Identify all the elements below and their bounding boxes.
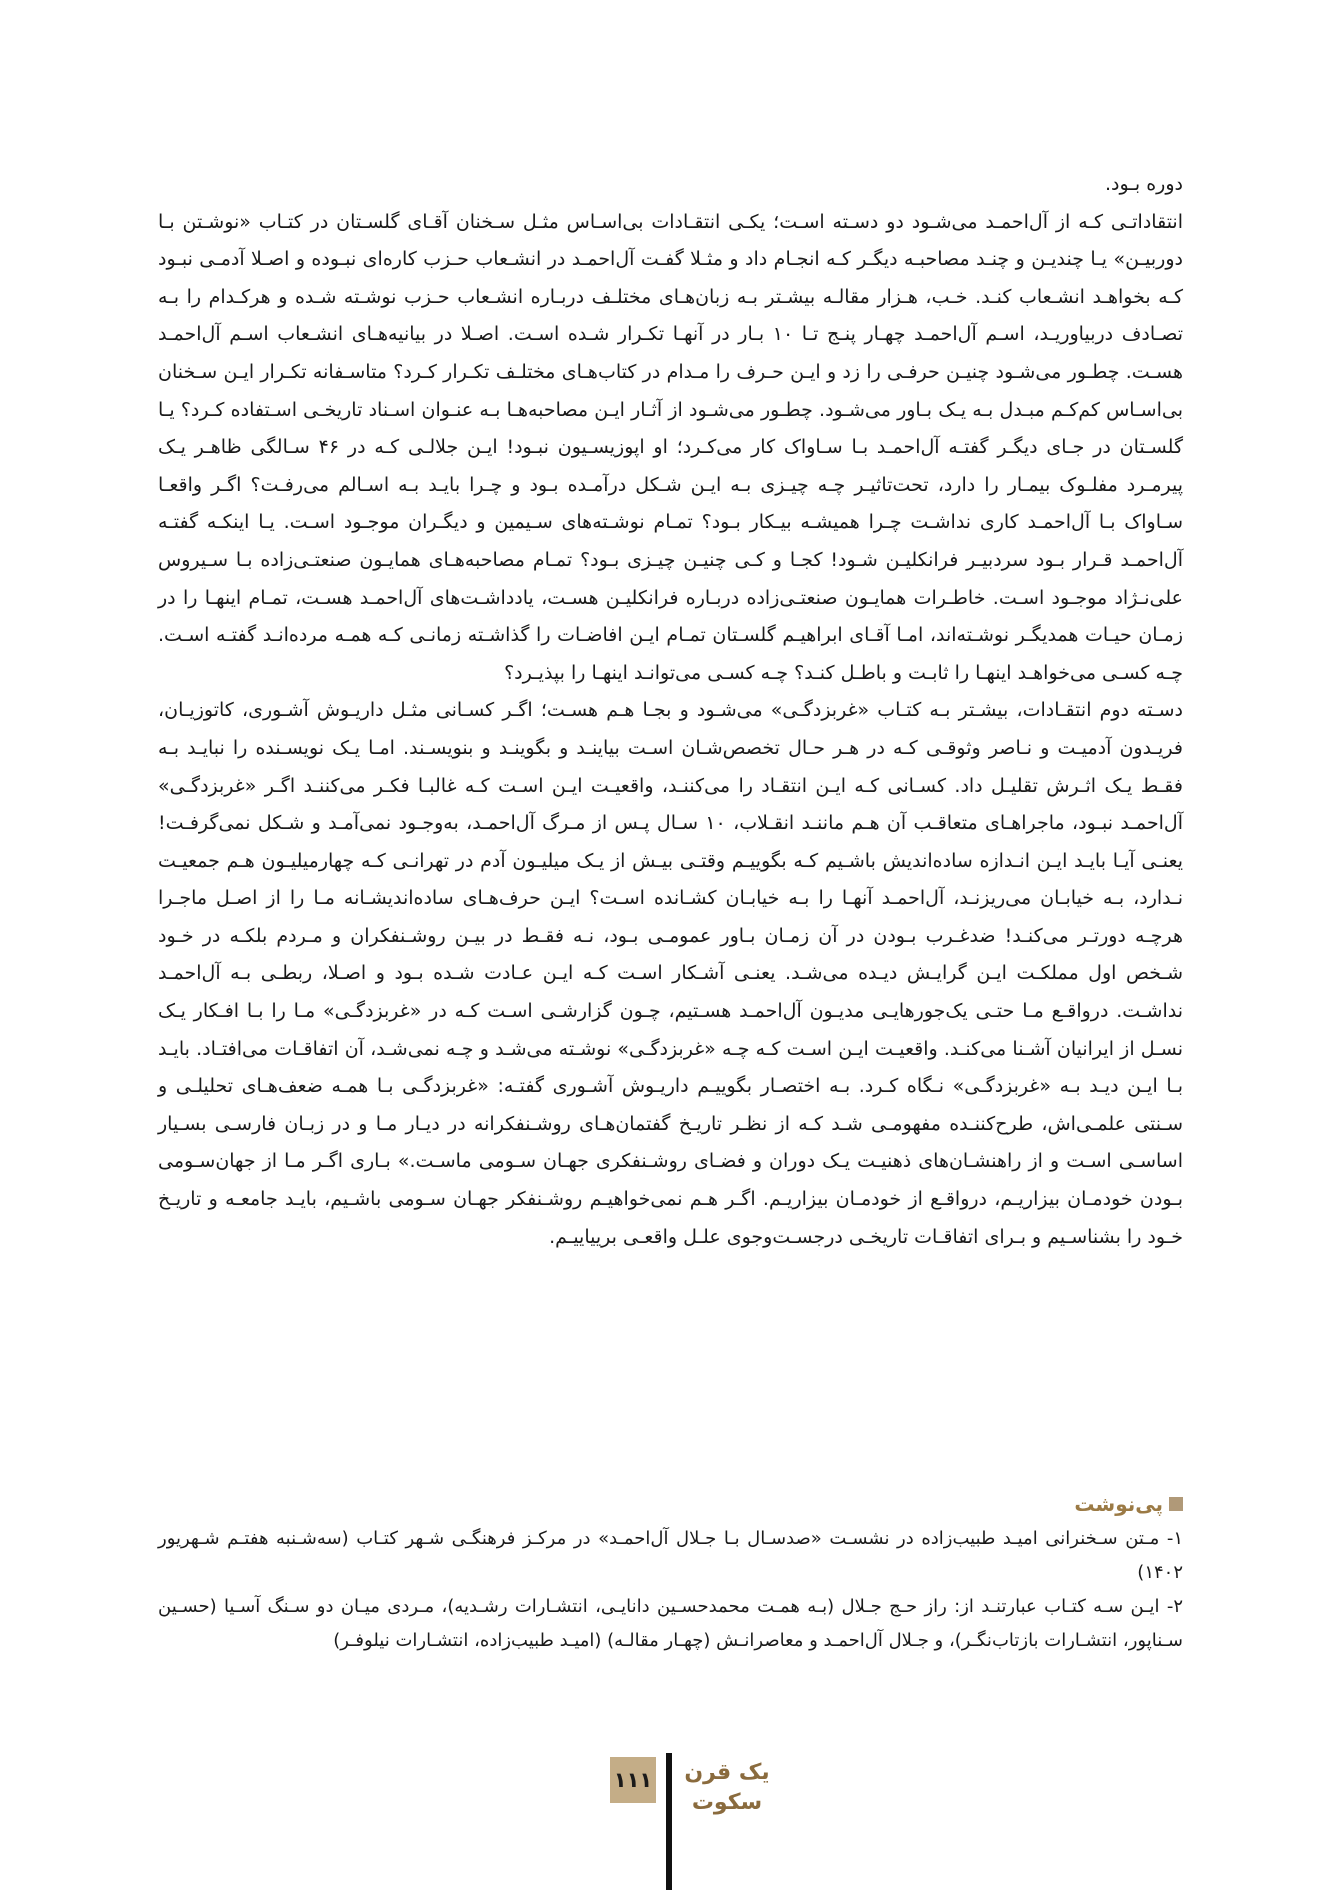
square-bullet-icon	[1169, 1497, 1183, 1511]
series-title-line1: یک قرن	[684, 1760, 770, 1785]
page-number: ۱۱۱	[610, 1757, 656, 1803]
article-body	[158, 166, 1183, 1256]
footnotes-heading	[158, 1490, 1183, 1518]
footer-divider	[666, 1753, 672, 1890]
body-paragraph: دوره بـود.	[1105, 173, 1183, 195]
footnote-item: ۱- مـتن سـخنرانی امیـد طبیب‌زاده در نشسـت «صدسـال بـا جـلال آل‌احمـد» در مرکـز فرهنگـی شـهر کتـاب (سه‌شـنبه هفتـم شـهریور ۱۴۰۲)	[158, 1528, 1183, 1583]
footnotes-section	[158, 1490, 1183, 1658]
footnotes-heading-label: پی‌نوشت	[1074, 1492, 1163, 1516]
series-title	[682, 1758, 772, 1818]
footnote-item: ۲- ایـن سـه کتـاب عبارتنـد از: راز حـج جـلال (بـه همـت محمدحسـین دانایـی، انتشـارات رشـدیه)، مـردی میـان دو سـنگ آسـیا (حسـین سـناپور، انتشـارات بازتاب‌نگـر)، و جـلال آل‌احمـد و معاصرانـش (چهـار مقالـه) (امیـد طبیب‌زاده، انتشـارات نیلوفـر)	[158, 1596, 1183, 1651]
series-title-line2: سکوت	[691, 1790, 763, 1815]
body-paragraph: انتقاداتـی کـه از آل‌احمـد می‌شـود دو دسـته اسـت؛ یکـی انتقـادات بی‌اسـاس مثـل سـخنان آقـای گلسـتان در کتـاب «نوشـتن بـا دوربیـن» یـا چندیـن و چنـد مصاحبـه دیگـر کـه انجـام داد و مثـلا گفـت آل‌احمـد در انشـعاب حـزب کاره‌ای نبـوده و اصـلا آدمـی نبـود کـه بخواهـد انشـعاب کنـد. خـب، هـزار مقالـه بیشـتر بـه زبان‌هـای مختلـف دربـاره انشـعاب حـزب نوشـته شـده و هرکـدام را بـه تصـادف دربیاوریـد، اسـم آل‌احمـد چهـار پنـج تـا ۱۰ بـار در آنهـا تکـرار شـده اسـت. اصـلا در بیانیه‌هـای انشـعاب اسـم آل‌احمـد هسـت. چطـور می‌شـود چنیـن حرفـی را زد و ایـن حـرف را مـدام در کتاب‌هـای مختلـف تکـرار کـرد؟ متاسـفانه تکـرار ایـن سـخنان بی‌اسـاس کم‌کـم مبـدل بـه یـک بـاور می‌شـود. چطـور می‌شـود از آثـار ایـن مصاحبه‌هـا بـه عنـوان اسـناد تاریخـی اسـتفاده کـرد؟ یـا گلسـتان در جـای دیگـر گفتـه آل‌احمـد بـا سـاواک کار می‌کـرد؛ او اپوزیسـیون نبـود! ایـن جلالـی کـه در ۴۶ سـالگی ظاهـر یـک پیرمـرد مفلـوک بیمـار را دارد، تحت‌تاثیـر چـه چیـزی بـه ایـن شـکل درآمـده بـود و چـرا بایـد بـه اسـالم می‌رفـت؟ اگـر واقعـا سـاواک بـا آل‌احمـد کاری نداشـت چـرا همیشـه بیـکار بـود؟ تمـام نوشـته‌های سـیمین و دیگـران موجـود اسـت. یـا اینکـه گفتـه آل‌احمـد قـرار بـود سردبیـر فرانکلیـن شـود! کجـا و کـی چنیـن چیـزی بـود؟ تمـام مصاحبه‌هـای همایـون صنعتـی‌زاده بـا سـیروس علی‌نـژاد موجـود اسـت. خاطـرات همایـون صنعتـی‌زاده دربـاره فرانکلیـن هسـت، یادداشـت‌های آل‌احمـد هسـت، تمـام اینهـا را در زمـان حیـات همدیگـر نوشـته‌اند، امـا آقـای ابراهیـم گلسـتان تمـام ایـن افاضـات را گذاشـته زمانـی کـه همـه مرده‌انـد گفتـه اسـت. چـه کسـی می‌خواهـد اینهـا را ثابـت و باطـل کنـد؟ چـه کسـی می‌توانـد اینهـا را بپذیـرد؟	[158, 210, 1183, 684]
body-paragraph: دسـته دوم انتقـادات، بیشـتر بـه کتـاب «غربزدگـی» می‌شـود و بجـا هـم هسـت؛ اگـر کسـانی مثـل داریـوش آشـوری، کاتوزیـان، فریـدون آدمیـت و نـاصر وثوقـی کـه در هـر حـال تخصص‌شـان اسـت بیاینـد و بگوینـد و بنویسـند. امـا یـک نویسـنده را نبایـد بـه فقـط یـک اثـرش تقلیـل داد. کسـانی کـه ایـن انتقـاد را می‌کننـد، واقعیـت ایـن اسـت کـه غالبـا فکـر می‌کننـد اگـر «غربزدگـی» آل‌احمـد نبـود، ماجراهـای متعاقـب آن هـم ماننـد انقـلاب، ۱۰ سـال پـس از مـرگ آل‌احمـد، به‌وجـود نمی‌آمـد و شـکل نمی‌گرفـت! یعنـی آیـا بایـد ایـن انـدازه ساده‌اندیش باشـیم کـه بگوییـم وقتـی بیـش از یـک میلیـون آدم در تهرانـی کـه چهارمیلیـون هـم جمعیـت نـدارد، بـه خیابـان می‌ریزنـد، آل‌احمـد آنهـا را بـه خیابـان کشـانده اسـت؟ ایـن حرف‌هـای ساده‌اندیشـانه مـا را از اصـل ماجـرا هرچـه دورتـر می‌کنـد! ضدغـرب بـودن در آن زمـان بـاور عمومـی بـود، نـه فقـط در بیـن روشـنفکران و مـردم بلکـه در خـود شـخص اول مملکـت ایـن گرایـش دیـده می‌شـد. یعنـی آشـکار اسـت کـه ایـن عـادت شـده بـود و اصـلا، ربطـی بـه آل‌احمـد نداشـت. درواقـع مـا حتـی یک‌جورهایـی مدیـون آل‌احمـد هسـتیم، چـون گزارشـی اسـت کـه در «غربزدگـی» مـا را بـا افـکار یـک نسـل از ایرانیان آشـنا می‌کنـد. واقعیـت ایـن اسـت کـه چـه «غربزدگـی» نوشـته می‌شـد و چـه نمی‌شـد، آن اتفاقـات می‌افتـاد. بایـد بـا ایـن دیـد بـه «غربزدگـی» نـگاه کـرد. بـه اختصـار بگوییـم داریـوش آشـوری گفتـه: «غربزدگـی بـا همـه ضعف‌هـای تحلیلـی و سـنتی علمـی‌اش، طرح‌کننـده مفهومـی شـد کـه از نظـر تاریـخ گفتمان‌هـای روشـنفکرانه در دیـار مـا و در زبـان فارسـی بسـیار اساسـی اسـت و از راهنشـان‌های ذهنیـت یـک دوران و فضـای روشـنفکری جهـان سـومی ماسـت.» بـاری اگـر مـا از جهان‌سـومی بـودن خودمـان بیزاریـم، درواقـع از خودمـان بیزاریـم. اگـر هـم نمی‌خواهیـم روشـنفکر جهـان سـومی باشـیم، بایـد جامعـه و تاریـخ خـود را بشناسـیم و بـرای اتفاقـات تاریخـی درجسـت‌وجوی علـل واقعـی برییاییـم.	[158, 699, 1183, 1248]
